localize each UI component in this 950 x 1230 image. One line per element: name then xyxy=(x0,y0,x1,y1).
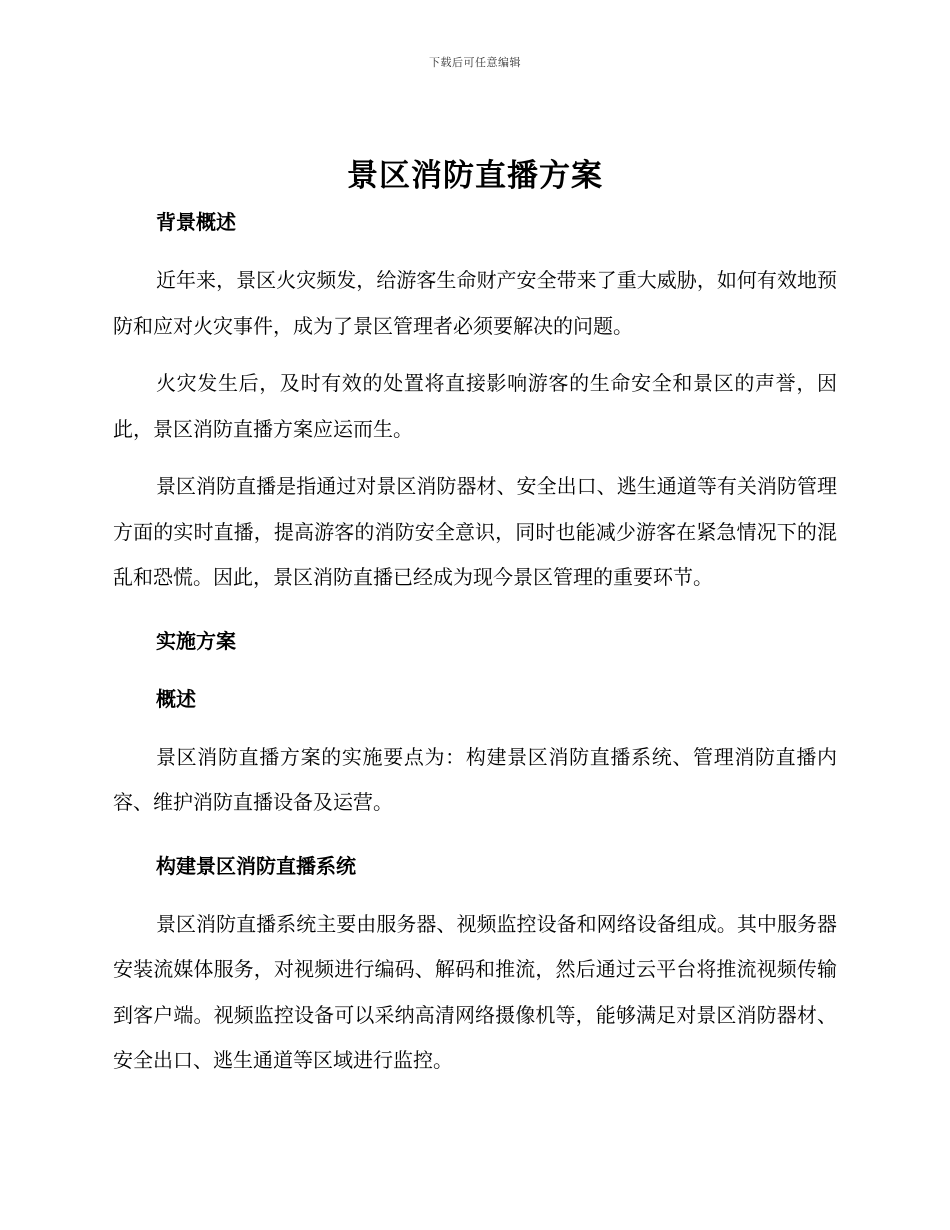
section-heading-implementation: 实施方案 xyxy=(156,628,236,653)
paragraph: 景区消防直播方案的实施要点为：构建景区消防直播系统、管理消防直播内容、维护消防直播设备及运营。 xyxy=(113,744,837,814)
paragraph: 景区消防直播是指通过对景区消防器材、安全出口、逃生通道等有关消防管理方面的实时直播，提高游客的消防安全意识，同时也能减少游客在紧急情况下的混乱和恐慌。因此，景区消防直播已经成为现今景区管理的重要环节。 xyxy=(113,474,837,589)
page-header-note: 下载后可任意编辑 xyxy=(429,56,521,69)
paragraph: 景区消防直播系统主要由服务器、视频监控设备和网络设备组成。其中服务器安装流媒体服务，对视频进行编码、解码和推流，然后通过云平台将推流视频传输到客户端。视频监控设备可以采纳高清网络摄像机等，能够满足对景区消防器材、安全出口、逃生通道等区域进行监控。 xyxy=(113,911,837,1072)
subsection-heading-build-system: 构建景区消防直播系统 xyxy=(156,853,356,878)
subsection-heading-overview: 概述 xyxy=(156,686,196,711)
document-body xyxy=(113,204,837,1084)
section-heading-background: 背景概述 xyxy=(156,210,236,234)
paragraph: 近年来，景区火灾频发，给游客生命财产安全带来了重大威胁，如何有效地预防和应对火灾事件，成为了景区管理者必须要解决的问题。 xyxy=(113,268,837,338)
paragraph: 火灾发生后，及时有效的处置将直接影响游客的生命安全和景区的声誉，因此，景区消防直播方案应运而生。 xyxy=(113,371,837,441)
document-title: 景区消防直播方案 xyxy=(347,158,603,194)
